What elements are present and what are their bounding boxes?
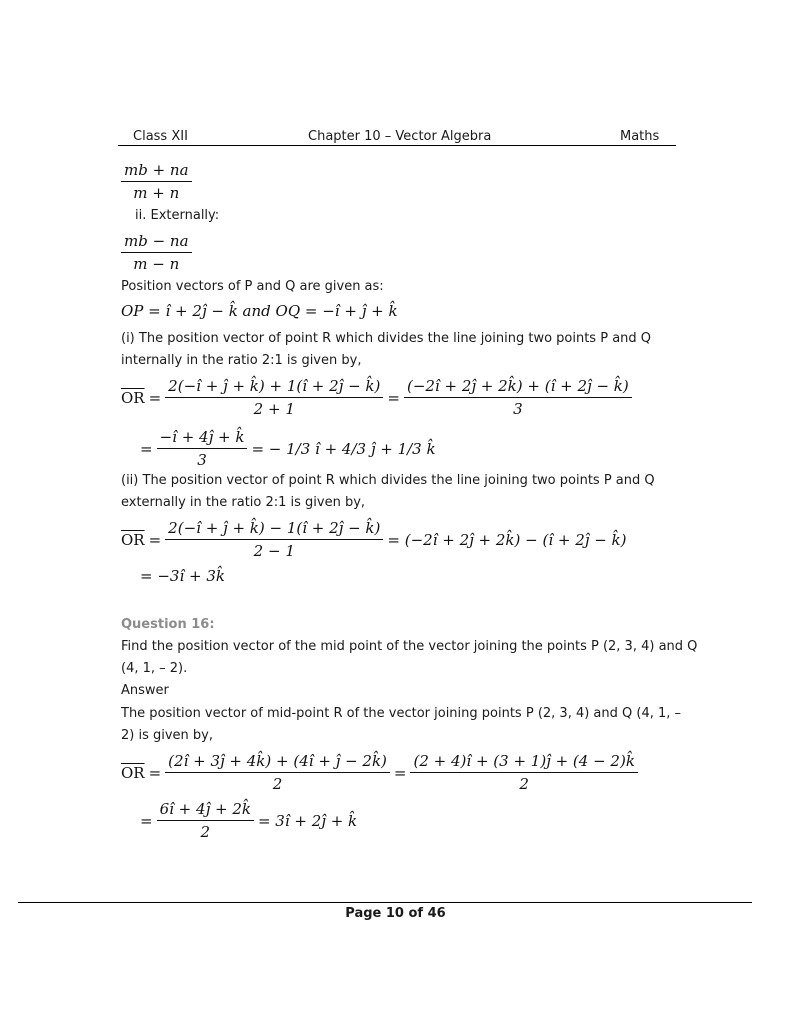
external-division-formula bbox=[121, 232, 192, 273]
paragraph-position-vectors: Position vectors of P and Q are given as: bbox=[121, 279, 384, 294]
externally-label: ii. Externally: bbox=[135, 208, 220, 223]
question-text-1: Find the position vector of the mid point of the vector joining the points P (2, 3, 4) and Q bbox=[121, 639, 698, 654]
internal-formula-numerator: mb + na bbox=[121, 161, 192, 182]
eq5-denominator-2: 2 bbox=[519, 775, 529, 793]
page-number: Page 10 of 46 bbox=[345, 906, 446, 921]
equation-external-result: = −3î + 3k̂ bbox=[140, 567, 225, 585]
header-divider bbox=[118, 145, 676, 146]
equals-sign: = bbox=[148, 530, 162, 549]
eq2-rhs: = − 1/3 î + 4/3 ĵ + 1/3 k̂ bbox=[251, 439, 436, 458]
or-label: $\overline{OR}$ bbox=[121, 388, 145, 407]
eq6-denominator: 2 bbox=[200, 823, 211, 841]
eq6-rhs: = 3î + 2ĵ + k̂ bbox=[257, 811, 358, 830]
paragraph-external-1: (ii) The position vector of point R which divides the line joining two points P and Q bbox=[121, 473, 655, 488]
equation-op-oq: OP = î + 2ĵ − k̂ and OQ = −î + ĵ + k̂ bbox=[121, 302, 398, 320]
eq2-denominator: 3 bbox=[197, 451, 207, 469]
eq1-numerator-2: (−2î + 2ĵ + 2k̂) + (î + 2ĵ − k̂) bbox=[404, 377, 632, 398]
question-title: Question 16: bbox=[121, 617, 215, 632]
eq3-numerator: 2(−î + ĵ + k̂) − 1(î + 2ĵ − k̂) bbox=[165, 519, 383, 540]
external-formula-denominator: m − n bbox=[133, 255, 180, 273]
equals-sign: = bbox=[148, 763, 162, 782]
eq6-numerator: 6î + 4ĵ + 2k̂ bbox=[157, 800, 254, 821]
eq1-denominator: 2 + 1 bbox=[253, 400, 295, 418]
answer-label: Answer bbox=[121, 683, 169, 698]
eq2-numerator: −î + 4ĵ + k̂ bbox=[157, 428, 248, 449]
equals-sign: = bbox=[387, 388, 400, 407]
equation-internal-result bbox=[140, 428, 436, 469]
header-class: Class XII bbox=[133, 129, 188, 144]
equals-sign: = bbox=[393, 763, 407, 782]
equation-midpoint-result bbox=[140, 800, 357, 841]
paragraph-internal-2: internally in the ratio 2:1 is given by, bbox=[121, 353, 362, 368]
internal-formula-denominator: m + n bbox=[133, 184, 180, 202]
question-text-2: (4, 1, – 2). bbox=[121, 661, 188, 676]
paragraph-external-2: externally in the ratio 2:1 is given by, bbox=[121, 495, 366, 510]
header-chapter: Chapter 10 – Vector Algebra bbox=[308, 129, 492, 144]
or-label: $\overline{OR}$ bbox=[121, 763, 145, 782]
equation-external-or bbox=[121, 519, 626, 560]
eq5-numerator: (2î + 3ĵ + 4k̂) + (4î + ĵ − 2k̂) bbox=[165, 752, 390, 773]
or-label: $\overline{OR}$ bbox=[121, 530, 145, 549]
equals-sign: = bbox=[140, 811, 153, 830]
equation-internal-or bbox=[121, 377, 632, 418]
equation-midpoint-or bbox=[121, 752, 638, 793]
answer-text-1: The position vector of mid-point R of the vector joining points P (2, 3, 4) and Q (4, 1, – bbox=[121, 706, 682, 721]
external-formula-numerator: mb − na bbox=[121, 232, 192, 253]
footer-divider bbox=[18, 902, 752, 903]
header-subject: Maths bbox=[620, 129, 660, 144]
eq5-denominator: 2 bbox=[272, 775, 283, 793]
paragraph-internal-1: (i) The position vector of point R which divides the line joining two points P and Q bbox=[121, 331, 652, 346]
eq3-rhs: = (−2î + 2ĵ + 2k̂) − (î + 2ĵ − k̂) bbox=[387, 530, 627, 549]
eq1-denominator-2: 3 bbox=[513, 400, 523, 418]
answer-text-2: 2) is given by, bbox=[121, 728, 213, 743]
eq5-numerator-2: (2 + 4)î + (3 + 1)ĵ + (4 − 2)k̂ bbox=[410, 752, 637, 773]
internal-division-formula bbox=[121, 161, 192, 202]
eq1-numerator: 2(−î + ĵ + k̂) + 1(î + 2ĵ − k̂) bbox=[165, 377, 383, 398]
equals-sign: = bbox=[140, 439, 153, 458]
equals-sign: = bbox=[148, 388, 162, 407]
eq3-denominator: 2 − 1 bbox=[253, 542, 295, 560]
